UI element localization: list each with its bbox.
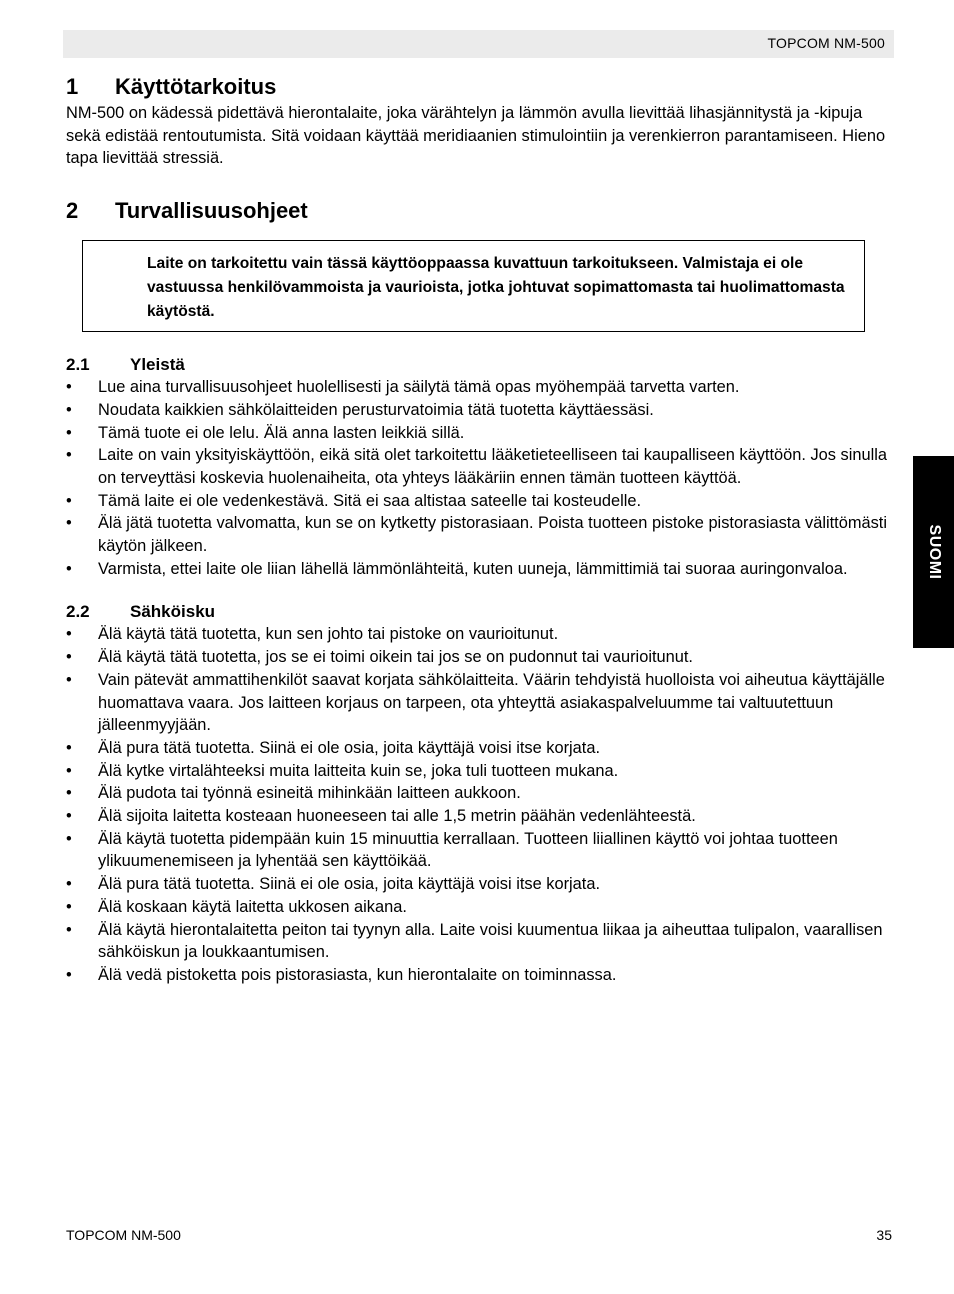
bullet-icon: • [66, 423, 72, 442]
list-item [66, 422, 892, 445]
subsection-2-2-heading [66, 601, 892, 623]
page-number: 35 [876, 1227, 892, 1243]
list-item [66, 558, 892, 581]
bullet-icon: • [66, 446, 72, 465]
warning-box: Laite on tarkoitettu vain tässä käyttöoppaassa kuvattuun tarkoitukseen. Valmistaja ei ole vastuussa henkilövammoista ja vaurioista, jotka johtuvat sopimattomasta tai huolimattomasta käytöstä. [82, 240, 865, 332]
bullet-icon: • [66, 400, 72, 419]
list-item [66, 964, 892, 987]
list-item [66, 646, 892, 669]
bullet-icon: • [66, 514, 72, 533]
section-title: Käyttötarkoitus [115, 74, 277, 99]
list-item [66, 399, 892, 422]
section-number: 1 [66, 74, 79, 99]
bullet-icon: • [66, 920, 72, 939]
list-item [66, 896, 892, 919]
bullet-icon: • [66, 807, 72, 826]
section-2-heading [66, 196, 892, 226]
list-item-text: Älä jätä tuotetta valvomatta, kun se on kytketty pistorasiaan. Poista tuotteen pistoke pistorasiasta välittömästi käytön jälkeen. [98, 514, 887, 556]
list-item-text: Älä koskaan käytä laitetta ukkosen aikana. [98, 897, 407, 916]
language-tab [913, 456, 954, 648]
list-item-text: Laite on vain yksityiskäyttöön, eikä sitä olet tarkoitettu lääketieteelliseen tai kaupalliseen käyttöön. Jos sinulla on terveyttäsi koskevia huolenaiheita, ota yhteys lääkäriin ennen tämän tuotteen käyttöä. [98, 446, 888, 487]
list-item [66, 376, 892, 399]
subsection-title: Sähköisku [130, 602, 216, 622]
list-item [66, 873, 892, 896]
list-item [66, 669, 892, 737]
list-item [66, 490, 892, 513]
bullet-icon: • [66, 648, 72, 667]
bullet-icon: • [66, 670, 72, 689]
bullet-icon: • [66, 875, 72, 894]
bullet-icon: • [66, 965, 72, 984]
subsection-2-1-heading [66, 354, 892, 376]
bullet-icon: • [66, 897, 72, 916]
section-1-body: NM-500 on kädessä pidettävä hierontalaite, joka värähtelyn ja lämmön avulla lievittää lihasjännitystä ja -kipuja sekä edistää rentoutumista. Sitä voidaan käyttää meridiaanien stimulointiin ja verenkierron parantamiseen. Hieno tapa lievittää stressiä. [66, 104, 886, 168]
list-item [66, 737, 892, 760]
section-number: 2 [66, 198, 79, 224]
section-1-heading [66, 72, 892, 102]
header-title: TOPCOM NM-500 [767, 35, 885, 51]
list-item-text: Älä pudota tai työnnä esineitä mihinkään laitteen aukkoon. [98, 784, 521, 803]
list-item [66, 623, 892, 646]
list-item [66, 760, 892, 783]
list-item [66, 782, 892, 805]
bullet-icon: • [66, 625, 72, 644]
section-title: Turvallisuusohjeet [115, 198, 308, 224]
list-item-text: Älä käytä tuotetta pidempään kuin 15 minuuttia kerrallaan. Tuotteen liiallinen käyttö voi johtaa tuotteen ylikuumenemiseen ja lyhentää sen käyttöikää. [98, 829, 838, 871]
subsection-number: 2.1 [66, 355, 90, 375]
page-content [66, 72, 892, 987]
bullet-icon: • [66, 829, 72, 848]
list-item [66, 444, 892, 489]
list-item-text: Vain pätevät ammattihenkilöt saavat korjata sähkölaitteita. Väärin tehdyistä huolloista voi aiheutua käyttäjälle huomattava vaara. Jos laitteen korjaus on tarpeen, ota yhteyttä asiakaspalveluumme tai valtuutettuun jälleenmyyjään. [98, 670, 885, 735]
list-item [66, 919, 892, 964]
list-item-text: Älä kytke virtalähteeksi muita laitteita kuin se, joka tuli tuotteen mukana. [98, 761, 619, 780]
subsection-number: 2.2 [66, 602, 90, 622]
bullet-icon: • [66, 784, 72, 803]
list-item-text: Älä käytä tätä tuotetta, jos se ei toimi oikein tai jos se on pudonnut tai vaurioitunut. [98, 648, 693, 667]
list-item-text: Älä käytä tätä tuotetta, kun sen johto tai pistoke on vaurioitunut. [98, 625, 559, 644]
list-item-text: Tämä tuote ei ole lelu. Älä anna lasten leikkiä sillä. [98, 423, 465, 442]
bullet-icon: • [66, 761, 72, 780]
list-item-text: Varmista, ettei laite ole liian lähellä lämmönlähteitä, kuten uuneja, lämmittimiä tai suoraa auringonvaloa. [98, 559, 848, 578]
bullet-icon: • [66, 378, 72, 397]
list-item [66, 828, 892, 873]
list-item-text: Älä käytä hierontalaitetta peiton tai tyynyn alla. Laite voisi kuumentua liikaa ja aiheuttaa tulipalon, vaarallisen sähköiskun ja loukkaantumisen. [98, 920, 883, 962]
list-item-text: Tämä laite ei ole vedenkestävä. Sitä ei saa altistaa sateelle tai kosteudelle. [98, 491, 642, 510]
bullet-icon: • [66, 491, 72, 510]
list-item [66, 805, 892, 828]
list-item-text: Älä pura tätä tuotetta. Siinä ei ole osia, joita käyttäjä voisi itse korjata. [98, 738, 601, 757]
list-item-text: Lue aina turvallisuusohjeet huolellisesti ja säilytä tämä opas myöhempää tarvetta varten. [98, 378, 740, 397]
list-item-text: Älä vedä pistoketta pois pistorasiasta, kun hierontalaite on toiminnassa. [98, 965, 617, 984]
list-item [66, 512, 892, 557]
electric-shock-list [66, 623, 892, 986]
list-item-text: Älä sijoita laitetta kosteaan huoneeseen tai alle 1,5 metrin päähän vedenlähteestä. [98, 807, 696, 826]
list-item-text: Noudata kaikkien sähkölaitteiden perusturvatoimia tätä tuotetta käyttäessäsi. [98, 400, 654, 419]
general-safety-list [66, 376, 892, 580]
list-item-text: Älä pura tätä tuotetta. Siinä ei ole osia, joita käyttäjä voisi itse korjata. [98, 875, 601, 894]
bullet-icon: • [66, 559, 72, 578]
footer-title: TOPCOM NM-500 [66, 1227, 181, 1243]
subsection-title: Yleistä [130, 355, 185, 375]
bullet-icon: • [66, 738, 72, 757]
page-header [63, 30, 894, 58]
language-tab-label: SUOMI [925, 524, 943, 580]
